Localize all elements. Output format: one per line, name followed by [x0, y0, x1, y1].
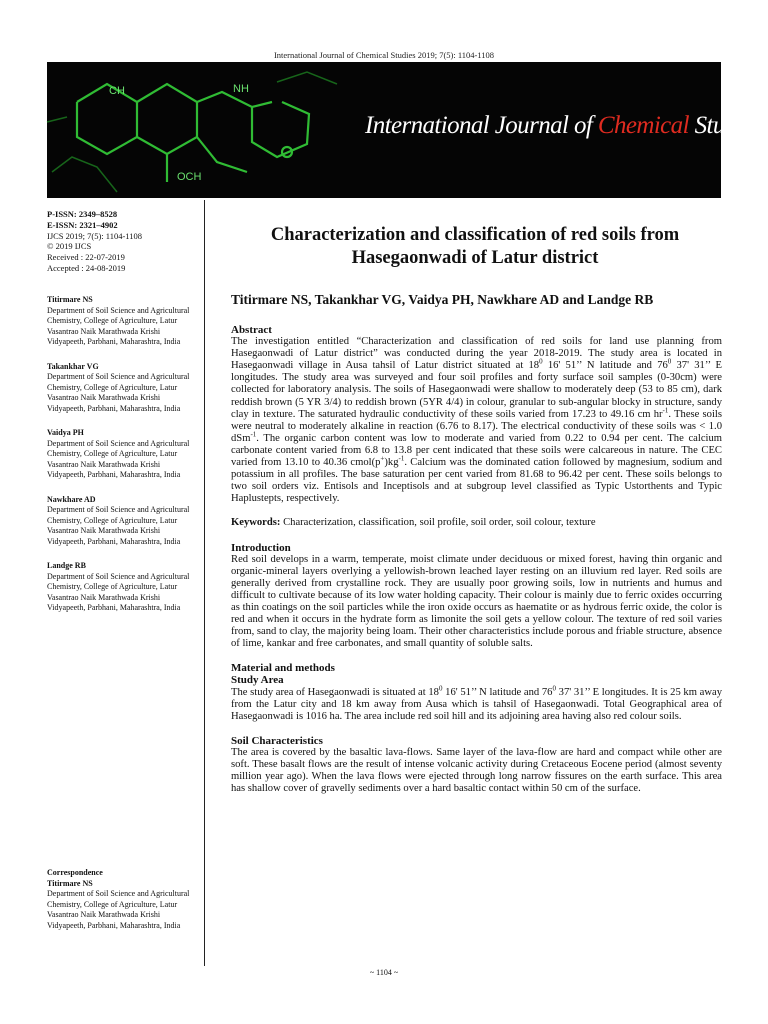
affiliation-author: Landge RB [47, 561, 86, 570]
keywords [231, 517, 722, 529]
keywords-label: Keywords: [231, 517, 281, 529]
study-area-part: The study area of Hasegaonwadi is situated at 18 [231, 686, 439, 698]
exponent-sup: -1 [250, 430, 257, 439]
affiliation-block [47, 561, 197, 614]
abstract-part: 16' 51’’ N latitude and 76 [542, 360, 668, 372]
study-area-text [231, 684, 722, 723]
correspondence-label: Correspondence [47, 868, 103, 877]
affiliation-block [47, 428, 197, 481]
journal-banner [47, 62, 763, 198]
methods-heading: Material and methods [231, 662, 335, 675]
journal-title-part3: Studies [688, 112, 763, 139]
received-date: Received : 22-07-2019 [47, 252, 125, 263]
abstract-text [231, 336, 722, 505]
issn-info [47, 209, 197, 274]
affiliation-list [47, 295, 197, 628]
exponent-sup: -1 [662, 406, 669, 415]
correspondence-text: Department of Soil Science and Agricultural Chemistry, College of Agriculture, Latur Vasantrao Naik Marathwada Krishi Vidyapeeth, Parbhani, Maharashtra, India [47, 889, 190, 930]
affiliation-text: Department of Soil Science and Agricultural Chemistry, College of Agriculture, Latur Vasantrao Naik Marathwada Krishi Vidyapeeth, Parbhani, Maharashtra, India [47, 505, 190, 546]
exponent-sup: -1 [398, 454, 405, 463]
soil-characteristics-heading: Soil Characteristics [231, 734, 323, 747]
abstract-heading: Abstract [231, 324, 272, 336]
formula-ch3o: CH [109, 85, 125, 97]
affiliation-text: Department of Soil Science and Agricultural Chemistry, College of Agriculture, Latur Vasantrao Naik Marathwada Krishi Vidyapeeth, Parbhani, Maharashtra, India [47, 372, 190, 413]
affiliation-author: Vaidya PH [47, 428, 84, 437]
degree-sup: 0 [552, 684, 556, 692]
keywords-text: Characterization, classification, soil profile, soil order, soil colour, texture [280, 517, 596, 529]
study-area-part: 16' 51’’ N latitude and 76 [442, 686, 553, 698]
journal-title-part2: Chemical [597, 112, 689, 139]
degree-sup: 0 [438, 684, 443, 692]
abstract-part: . The organic carbon content was low to moderate and varied from 0.22 to 0.94 per cent. The calcium carbonate content varied from 6.8 to 13.8 per cent indicated that these soils were calcareous in nature. The CEC varied from 13.10 to 40.36 cmol(p [231, 432, 722, 469]
abstract-part: The investigation entitled “Characterization and classification of red soils for land use planning from Hasegaonwadi of Latur district” was conducted during the year 2018-2019. The study area is located in Hasegaonwadi village in Ausa tahsil of Latur district situated at 18 [231, 336, 722, 372]
paper-authors: Titirmare NS, Takankhar VG, Vaidya PH, Nawkhare AD and Landge RB [231, 292, 654, 307]
paper-title: Characterization and classification of red soils from Hasegaonwadi of Latur district [270, 225, 680, 268]
abstract-part: . These soils were neutral to moderately alkaline in reaction (6.76 to 8.17). The electrical conductivity of these soils was < 1.0 dSm [231, 408, 722, 444]
copyright: © 2019 IJCS [47, 241, 92, 252]
journal-title-part1: International Journal of [365, 112, 598, 139]
affiliation-author: Nawkhare AD [47, 494, 96, 504]
affiliation-author: Titirmare NS [47, 295, 93, 304]
degree-sup: 0 [667, 357, 672, 366]
affiliation-block [47, 362, 197, 415]
affiliation-text: Department of Soil Science and Agricultural Chemistry, College of Agriculture, Latur Vasantrao Naik Marathwada Krishi Vidyapeeth, Parbhani, Maharashtra, India [47, 438, 190, 479]
study-area-part: 37' 31’’ E longitudes. It is 25 km away from the Latur city and 18 km away from Ausa which is tahsil of Hasegaonwadi. Total Geographical area of Hasegaonwadi is 1016 ha. The area include red soil hill and its adjoining area having also red colour soils. [231, 686, 722, 722]
journal-citation: International Journal of Chemical Studies 2019; 7(5): 1104-1108 [273, 50, 495, 60]
journal-title [365, 112, 763, 140]
abstract-part: 37' 31’’ E longitudes. The study area was surveyed and four soil profiles and forty surface soil samples (0-30cm) were collected for laboratory analysis. The soils of Hasegaonwadi were shallow to moderately deep (53 to 85 cm), dark reddish brown (5 YR 3/4) to reddish brown (5YR 4/4) in colour, granular to sub-angular blocky in structure, sandy clay in texture. The saturated hydraulic conductivity of these soils varied from 17.23 to 49.16 cm hr [231, 360, 722, 420]
exponent-sup: + [380, 454, 385, 463]
affiliation-author: Takankhar VG [47, 361, 99, 371]
formula-och3: OCH [177, 171, 202, 183]
column-divider [204, 200, 205, 966]
accepted-date: Accepted : 24-08-2019 [47, 262, 126, 273]
soil-characteristics-text: The area is covered by the basaltic lava-flows. Same layer of the lava-flow are hard and compact while other are soft. These basalt flows are the result of intense volcanic activity during Cretaceous Eocene period (almost seventy million year ago). When the lava flows were ejected through long narrow fissures on the earth surface. This area has shallow cover of gravelly sediments over a hard basaltic contact within 50 cm of the surface. [231, 746, 722, 795]
abstract-part: )kg [384, 457, 399, 469]
introduction-text: Red soil develops in a warm, temperate, moist climate under deciduous or mixed forest, having thin organic and organic-mineral layers overlying a yellowish-brown leached layer resting on an illuvium red layer. Red soils are generally derived from crystalline rock. They are usually poor growing soils, low in nutrients and humus and difficult to cultivate because of its low water holding capacity. Their colour is mainly due to ferric oxides occurring as thin coatings on the soil particles while the iron oxide occurs as haematite or as hydrous ferric oxide, the color is red and when it occurs in the hydrate form as limonite the soil gets a yellow colour. The texture of red soil varies from, sand to clay, the majority being loam. Their other characteristics include porous and friable structure, absence of lime, kankar and free carbonates, and small quantity of soluble salts. [231, 553, 722, 650]
paper-body [231, 324, 722, 795]
ijcs-volume: IJCS 2019; 7(5): 1104-1108 [47, 230, 142, 241]
abstract-part: . Calcium was the dominated cation followed by magnesium, sodium and potassium in all profiles. The base saturation per cent varied from 81.68 to 96.42 per cent. These soils belongs to two soil orders viz. Entisols and Inceptisols and at subgroup level classified as Typic Ustorthents and Typic Haplustepts, respectively. [231, 457, 722, 505]
affiliation-text: Department of Soil Science and Agricultural Chemistry, College of Agriculture, Latur Vasantrao Naik Marathwada Krishi Vidyapeeth, Parbhani, Maharashtra, India [47, 571, 190, 612]
affiliation-block [47, 295, 197, 348]
pissn: P-ISSN: 2349–8528 [47, 209, 118, 219]
correspondence-block [47, 868, 197, 931]
eissn: E-ISSN: 2321–4902 [47, 219, 118, 230]
correspondence-author: Titirmare NS [47, 878, 93, 888]
page-number: ~ 1104 ~ [369, 968, 399, 977]
introduction-heading: Introduction [231, 541, 291, 554]
study-area-heading: Study Area [231, 674, 284, 687]
affiliation-block [47, 495, 197, 548]
formula-nh2: NH [233, 83, 249, 95]
degree-sup: 0 [539, 357, 543, 366]
affiliation-text: Department of Soil Science and Agricultural Chemistry, College of Agriculture, Latur Vasantrao Naik Marathwada Krishi Vidyapeeth, Parbhani, Maharashtra, India [47, 305, 190, 346]
